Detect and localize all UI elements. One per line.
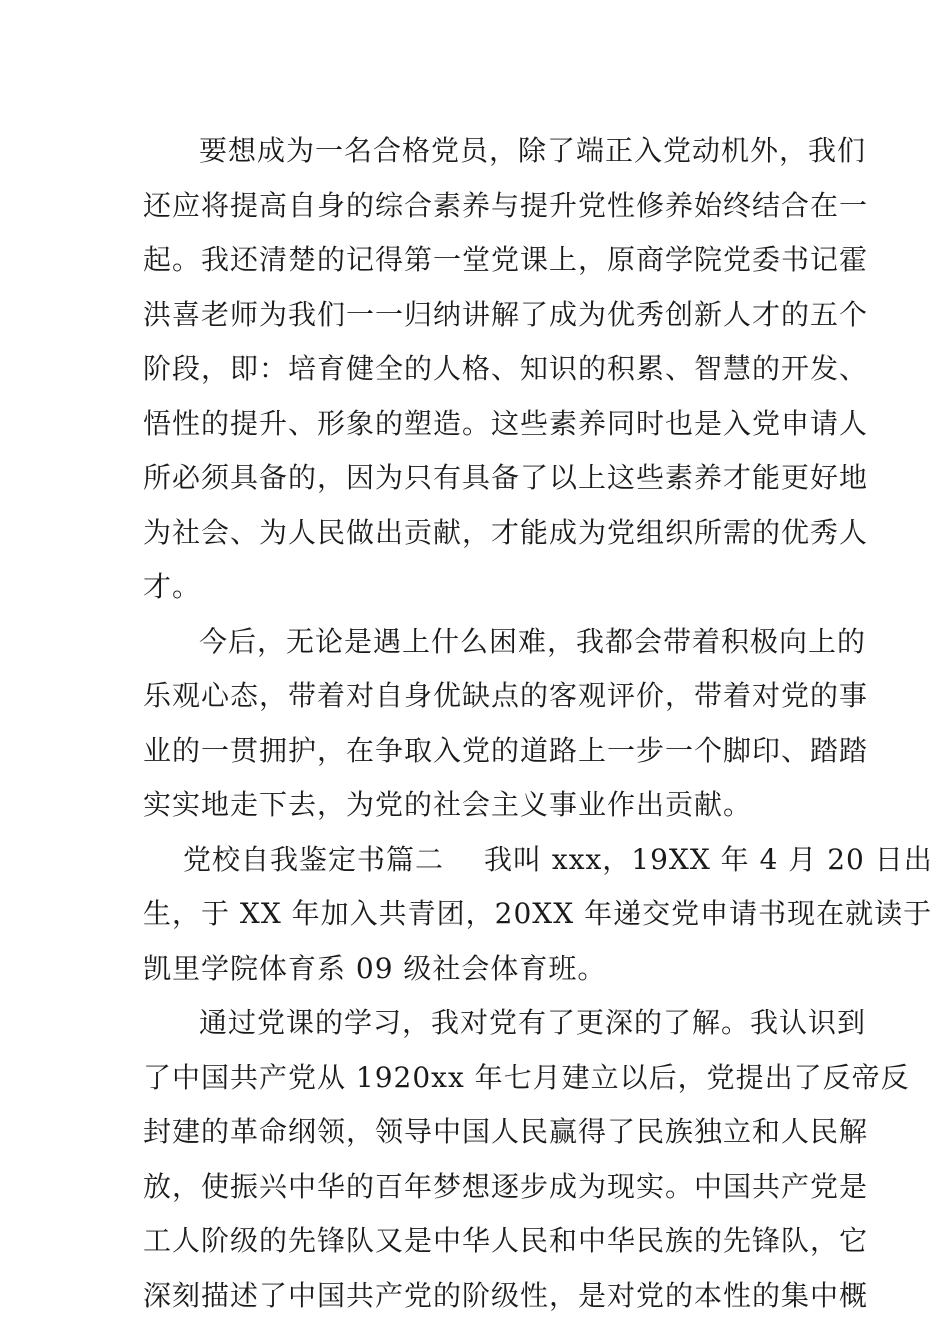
paragraph4-line: 放，使振兴中华的百年梦想逐步成为现实。中国共产党是	[143, 1169, 869, 1203]
paragraph2-line: 乐观心态，带着对自身优缺点的客观评价，带着对党的事	[143, 679, 869, 712]
paragraph3-line: 生，于 XX 年加入共青团，20XX 年递交党申请书现在就读于	[143, 897, 933, 930]
paragraph3-line-rest: 我叫 xxx，19XX 年 4 月 20 日出	[484, 842, 933, 876]
document-body	[143, 124, 933, 1323]
paragraph1-line: 才。	[143, 570, 202, 603]
paragraph1-line: 阶段，即：培育健全的人格、知识的积累、智慧的开发、	[143, 352, 869, 385]
paragraph2-line: 实实地走下去，为党的社会主义事业作出贡献。	[143, 788, 753, 821]
paragraph1-line: 还应将提高自身的综合素养与提升党性修养始终结合在一	[143, 188, 869, 222]
paragraph2-line: 今后，无论是遇上什么困难，我都会带着积极向上的	[199, 624, 867, 658]
paragraph4-line: 工人阶级的先锋队又是中华人民和中华民族的先锋队，它	[143, 1224, 869, 1257]
paragraph4-line: 封建的革命纲领，领导中国人民赢得了民族独立和人民解	[143, 1115, 869, 1148]
paragraph4-line: 了中国共产党从 1920xx 年七月建立以后，党提出了反帝反	[143, 1060, 910, 1094]
paragraph1-line: 洪喜老师为我们一一归纳讲解了成为优秀创新人才的五个	[143, 297, 869, 331]
paragraph2-line: 业的一贯拥护，在争取入党的道路上一步一个脚印、踏踏	[143, 733, 869, 767]
paragraph1-line: 为社会、为人民做出贡献，才能成为党组织所需的优秀人	[143, 515, 869, 549]
paragraph3-line: 凯里学院体育系 09 级社会体育班。	[143, 951, 607, 985]
paragraph1-line: 所必须具备的，因为只有具备了以上这些素养才能更好地	[143, 461, 869, 494]
section-heading: 党校自我鉴定书篇二	[183, 842, 445, 876]
paragraph4-line: 通过党课的学习，我对党有了更深的了解。我认识到	[199, 1006, 867, 1039]
paragraph1-line: 悟性的提升、形象的塑造。这些素养同时也是入党申请人	[143, 406, 869, 440]
paragraph1-line: 起。我还清楚的记得第一堂党课上，原商学院党委书记霍	[143, 243, 869, 276]
paragraph3-first-line	[143, 833, 933, 888]
paragraph4-line: 深刻描述了中国共产党的阶级性，是对党的本性的集中概	[143, 1278, 869, 1312]
paragraph1-line: 要想成为一名合格党员，除了端正入党动机外，我们	[199, 134, 867, 167]
